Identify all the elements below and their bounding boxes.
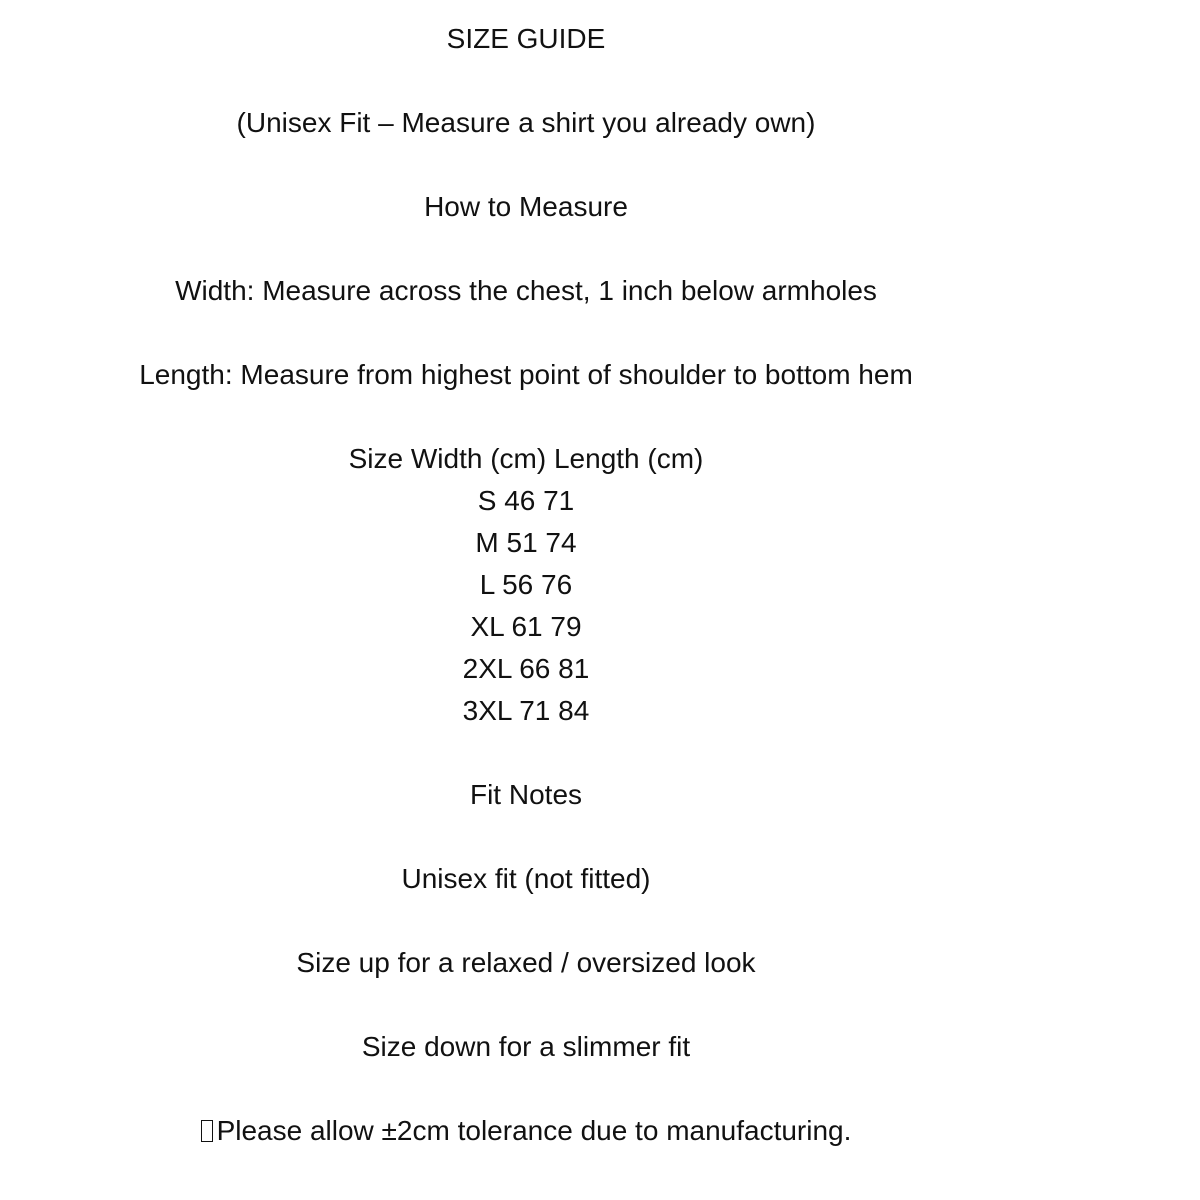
length-instruction: Length: Measure from highest point of shoulder to bottom hem (139, 359, 913, 390)
size-row-m: M 51 74 (475, 527, 577, 558)
fit-note-size-down: Size down for a slimmer fit (361, 1031, 691, 1062)
size-row-l: L 56 76 (479, 569, 573, 600)
width-instruction: Width: Measure across the chest, 1 inch below armholes (175, 275, 877, 306)
size-row-2xl: 2XL 66 81 (462, 653, 590, 684)
fit-note-unisex: Unisex fit (not fitted) (401, 863, 651, 894)
size-table-header: Size Width (cm) Length (cm) (348, 443, 704, 474)
subtitle: (Unisex Fit – Measure a shirt you already own) (236, 107, 816, 138)
missing-glyph-icon (201, 1120, 213, 1142)
how-to-measure-heading: How to Measure (424, 191, 628, 222)
fit-note-size-up: Size up for a relaxed / oversized look (296, 947, 756, 978)
size-row-xl: XL 61 79 (470, 611, 582, 642)
size-row-3xl: 3XL 71 84 (462, 695, 590, 726)
tolerance-note (0, 1110, 1052, 1152)
tolerance-note-text: Please allow ±2cm tolerance due to manufacturing. (216, 1115, 852, 1146)
page-title: SIZE GUIDE (446, 23, 606, 54)
size-row-s: S 46 71 (477, 485, 575, 516)
fit-notes-heading: Fit Notes (469, 779, 583, 810)
